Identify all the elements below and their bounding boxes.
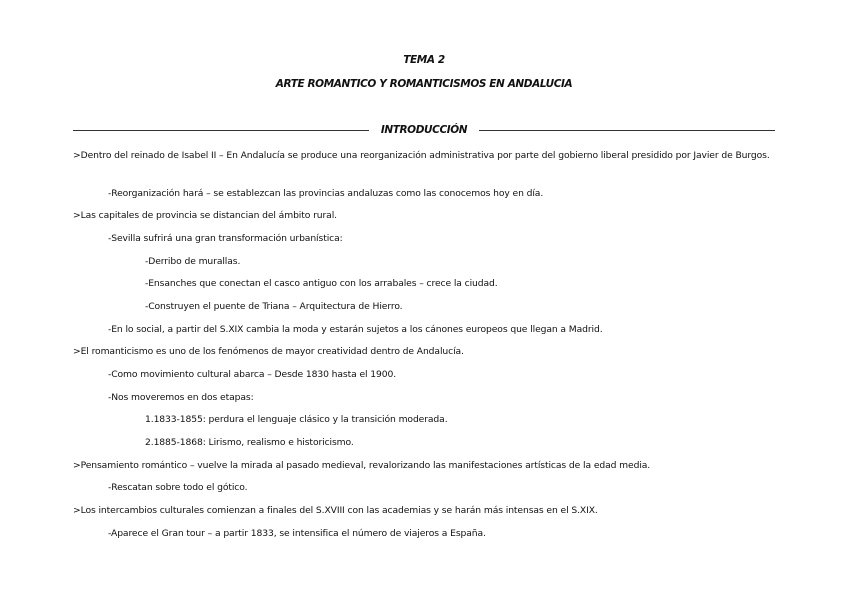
paragraph-line: >Los intercambios culturales comienzan a finales del S.XVIII con las academias y se harán más intensas en el S.XIX. bbox=[73, 505, 598, 516]
section-header bbox=[73, 124, 775, 138]
paragraph-line: 2.1885-1868: Lirismo, realismo e historicismo. bbox=[145, 437, 354, 448]
paragraph-line: -Nos moveremos en dos etapas: bbox=[108, 392, 254, 403]
paragraph-line: -Como movimiento cultural abarca – Desde 1830 hasta el 1900. bbox=[108, 369, 397, 380]
paragraph-line: >Dentro del reinado de Isabel II – En Andalucía se produce una reorganización administrativa por parte del gobierno liberal presidido por Javier de Burgos. bbox=[73, 150, 770, 161]
heading-rule-left bbox=[73, 130, 369, 131]
paragraph-line: -Ensanches que conectan el casco antiguo con los arrabales – crece la ciudad. bbox=[145, 278, 498, 289]
heading-rule-right bbox=[479, 130, 775, 131]
paragraph-line: >El romanticismo es uno de los fenómenos de mayor creatividad dentro de Andalucía. bbox=[73, 346, 464, 357]
paragraph-line: >Pensamiento romántico – vuelve la mirada al pasado medieval, revalorizando las manifestaciones artísticas de la edad media. bbox=[73, 460, 651, 471]
paragraph-line: -Aparece el Gran tour – a partir 1833, se intensifica el número de viajeros a España. bbox=[108, 528, 486, 539]
paragraph-line: -Construyen el puente de Triana – Arquitectura de Hierro. bbox=[145, 301, 403, 312]
document-title: ARTE ROMANTICO Y ROMANTICISMOS EN ANDALUCIA bbox=[275, 78, 573, 90]
paragraph-line: -Derribo de murallas. bbox=[145, 256, 241, 267]
paragraph-line: 1.1833-1855: perdura el lenguaje clásico y la transición moderada. bbox=[145, 414, 448, 425]
paragraph-line: -En lo social, a partir del S.XIX cambia la moda y estarán sujetos a los cánones europeos que llegan a Madrid. bbox=[108, 324, 603, 335]
paragraph-line: -Rescatan sobre todo el gótico. bbox=[108, 482, 248, 493]
paragraph-line: -Reorganización hará – se establezcan las provincias andaluzas como las conocemos hoy en día. bbox=[108, 188, 544, 199]
section-heading: INTRODUCCIÓN bbox=[380, 124, 468, 136]
paragraph-line: -Sevilla sufrirá una gran transformación urbanística: bbox=[108, 233, 343, 244]
document-tema: TEMA 2 bbox=[403, 54, 445, 66]
paragraph-line: >Las capitales de provincia se distancian del ámbito rural. bbox=[73, 210, 337, 221]
